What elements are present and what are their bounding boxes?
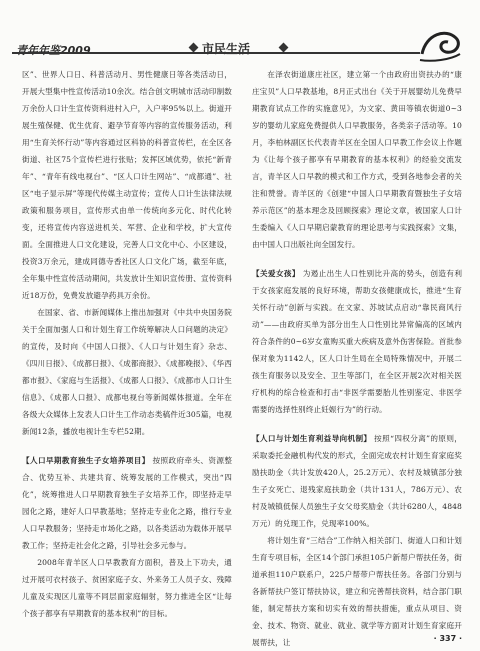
yearbook-title: 青年年鉴2009 [16,44,91,57]
paragraph: 2008年青羊区人口早教教育方面积，普及上下功夫，通过开展可衣村孩子、贫困家庭子女、外来务工人员子女、残障儿童及实现区儿童等不同层面家庭辐射，努力推进全区“让每个孩子都享有早期教育的基本权利”的目标。 [22,558,232,618]
right-column [252,66,462,651]
section [252,265,462,418]
paragraph: 区”、世界人口日、科普活动月、男性健康日等各类活动日，开展大型集中性宣传活动10余次。结合创文明城市活动印制数万余份人口计生宣传资料进村入户，入户率95%以上。街道开展生殖保健、优生优育、避孕节育等内容的宣传服务活动，利用“生育关怀行动”等内容通过区科协的科普宣传栏，在全区各街道、社区75个宣传栏进行张贴；发挥区域优势，依托“新青年”、“青年有线电视台”、“区人口计生网站”、“成都通”、社区“电子显示屏”等现代传媒主动宣传；宣传人口计生法律法规政策和服务项目，宣传形式由单一传统向多元化、时代化转变，还将宣传内容送进机关、军营、企业和学校，扩大宣传面。全面推进人口文化建设，完善人口文化中心、小区建设，投资3万余元，建成同德寺香社区人口文化广场，截至年底，全年集中性宣传活动期间，共发放计生知识宣传册、宣传资料近18万份，免费发放避孕药具万余份。 [22,70,232,300]
section-heading: 【人口早期教育独生子女培养项目】 [22,456,150,465]
diamond-icon [279,43,289,53]
section [252,430,462,532]
paragraph: 将计划生育“三结合”工作纳入相关部门、街道人口和计划生育专项目标，全区14个部门承担105户新帮户帮扶任务，街道承担110户联系户，225户帮带户帮扶任务。各部门分别与各新帮扶户签订帮扶协议，建立和完善帮扶资料，结合部门职能，制定帮扶方案和切实有效的帮扶措施，重点从项目、资金、技术、物资、就业、就业、就学等方面对计划生育家庭开展帮扶，让 [252,536,462,647]
section-body: 按照“四权分离”的原则，采取委托金融机构代发的形式，全面完成农村计划生育家庭奖励扶助金（共计发放420人，25.2万元）、农村及城镇部分独生子女死亡、退残家庭扶助金（共计131人，786万元）、农村及城镇低保人员独生子女父母奖励金（共计6280人，4848万元）的兑现工作，兑现率100%。 [252,434,462,528]
left-column [22,66,232,622]
swirl-ornament-icon [416,24,464,64]
page-number: · 337 · [433,634,462,643]
section-heading: 【人口与计划生育利益导向机制】 [252,434,372,443]
paragraph: 在泽农街道康庄社区，建立第一个由政府出资扶办的“康庄宝贝”人口早教基地，8月正式出台《关于开展婴幼儿免费早期教育试点工作的实施意见》，为文家、黄田等镇农街道0~3岁的婴幼儿家庭免费提供人口早教服务，各类亲子活动等。10月，李柏林副区长代表青羊区在全国人口早教工作会议上作题为《让每个孩子都享有早期教育的基本权利》的经验交流发言，青羊区人口早教的模式和工作方式，受到各地参会者的关注和赞誉。青羊区的《创建“中国人口早期教育暨独生子女培养示范区”的基本理念及回顾探索》理论文章，被国家人口计生委编入《人口早期启蒙教育的理论思考与实践探索》文集，由中国人口出版社向全国发行。 [252,70,462,249]
section-title: 市民生活 [202,42,251,56]
paragraph: 在国家、省、市新闻媒体上推出加强对《中共中央国务院关于全面加强人口和计划生育工作统筹解决人口问题的决定》的宣传，及时向《中国人口报》、《人口与计划生育》杂志、《四川日报》、《成都日报》、《成都商报》、《成都晚报》、《华西都市报》、《家庭与生活报》、《成都人口报》、《成都市人口计生信息》、《成都人口报》、成都电视台等新闻媒体报道。全年在各级大众媒体上发表人口计生工作动态类稿件近305篇，电视新闻12条，播放电视计生专栏52期。 [22,308,232,436]
section-body: 按照政府牵头、资源整合、优势互补、共建共育、统筹发展的工作模式，突出“四化”，统筹推进人口早期教育独生子女培养工作，即坚持走早园化之路，建好人口早教基地；坚持走专业化之路，推行专业人口早教服务；坚持走市场化之路，以各类活动为载体开展早教工作；坚持走社会化之路，引导社会多元参与。 [22,456,233,550]
header-rule [12,52,420,54]
section-heading: 【关爱女孩】 [252,269,300,278]
section-body: 为遏止出生人口性别比升高的势头，创造有利于女孩家庭发展的良好环境，帮助女孩健康成长，推进“生育关怀行动”创新与实践。在文家、苏坡试点启动“靠民商风行动”——由政府买单为部分出生人口性别比异常偏高的区域内符合条件的0~6岁女童购买重大疾病及意外伤害保险。首批参保对象为1142人，区人口计生局在全局特殊情况中，开展二孩生育服务以及安全、卫生等部门，在全区开展2次对相关医疗机构的综合检查和打击“非医学需要胎儿性别鉴定、非医学需要的选择性别终止妊娠行为”的行动。 [252,269,463,414]
diamond-icon [189,43,199,53]
section [22,452,232,554]
